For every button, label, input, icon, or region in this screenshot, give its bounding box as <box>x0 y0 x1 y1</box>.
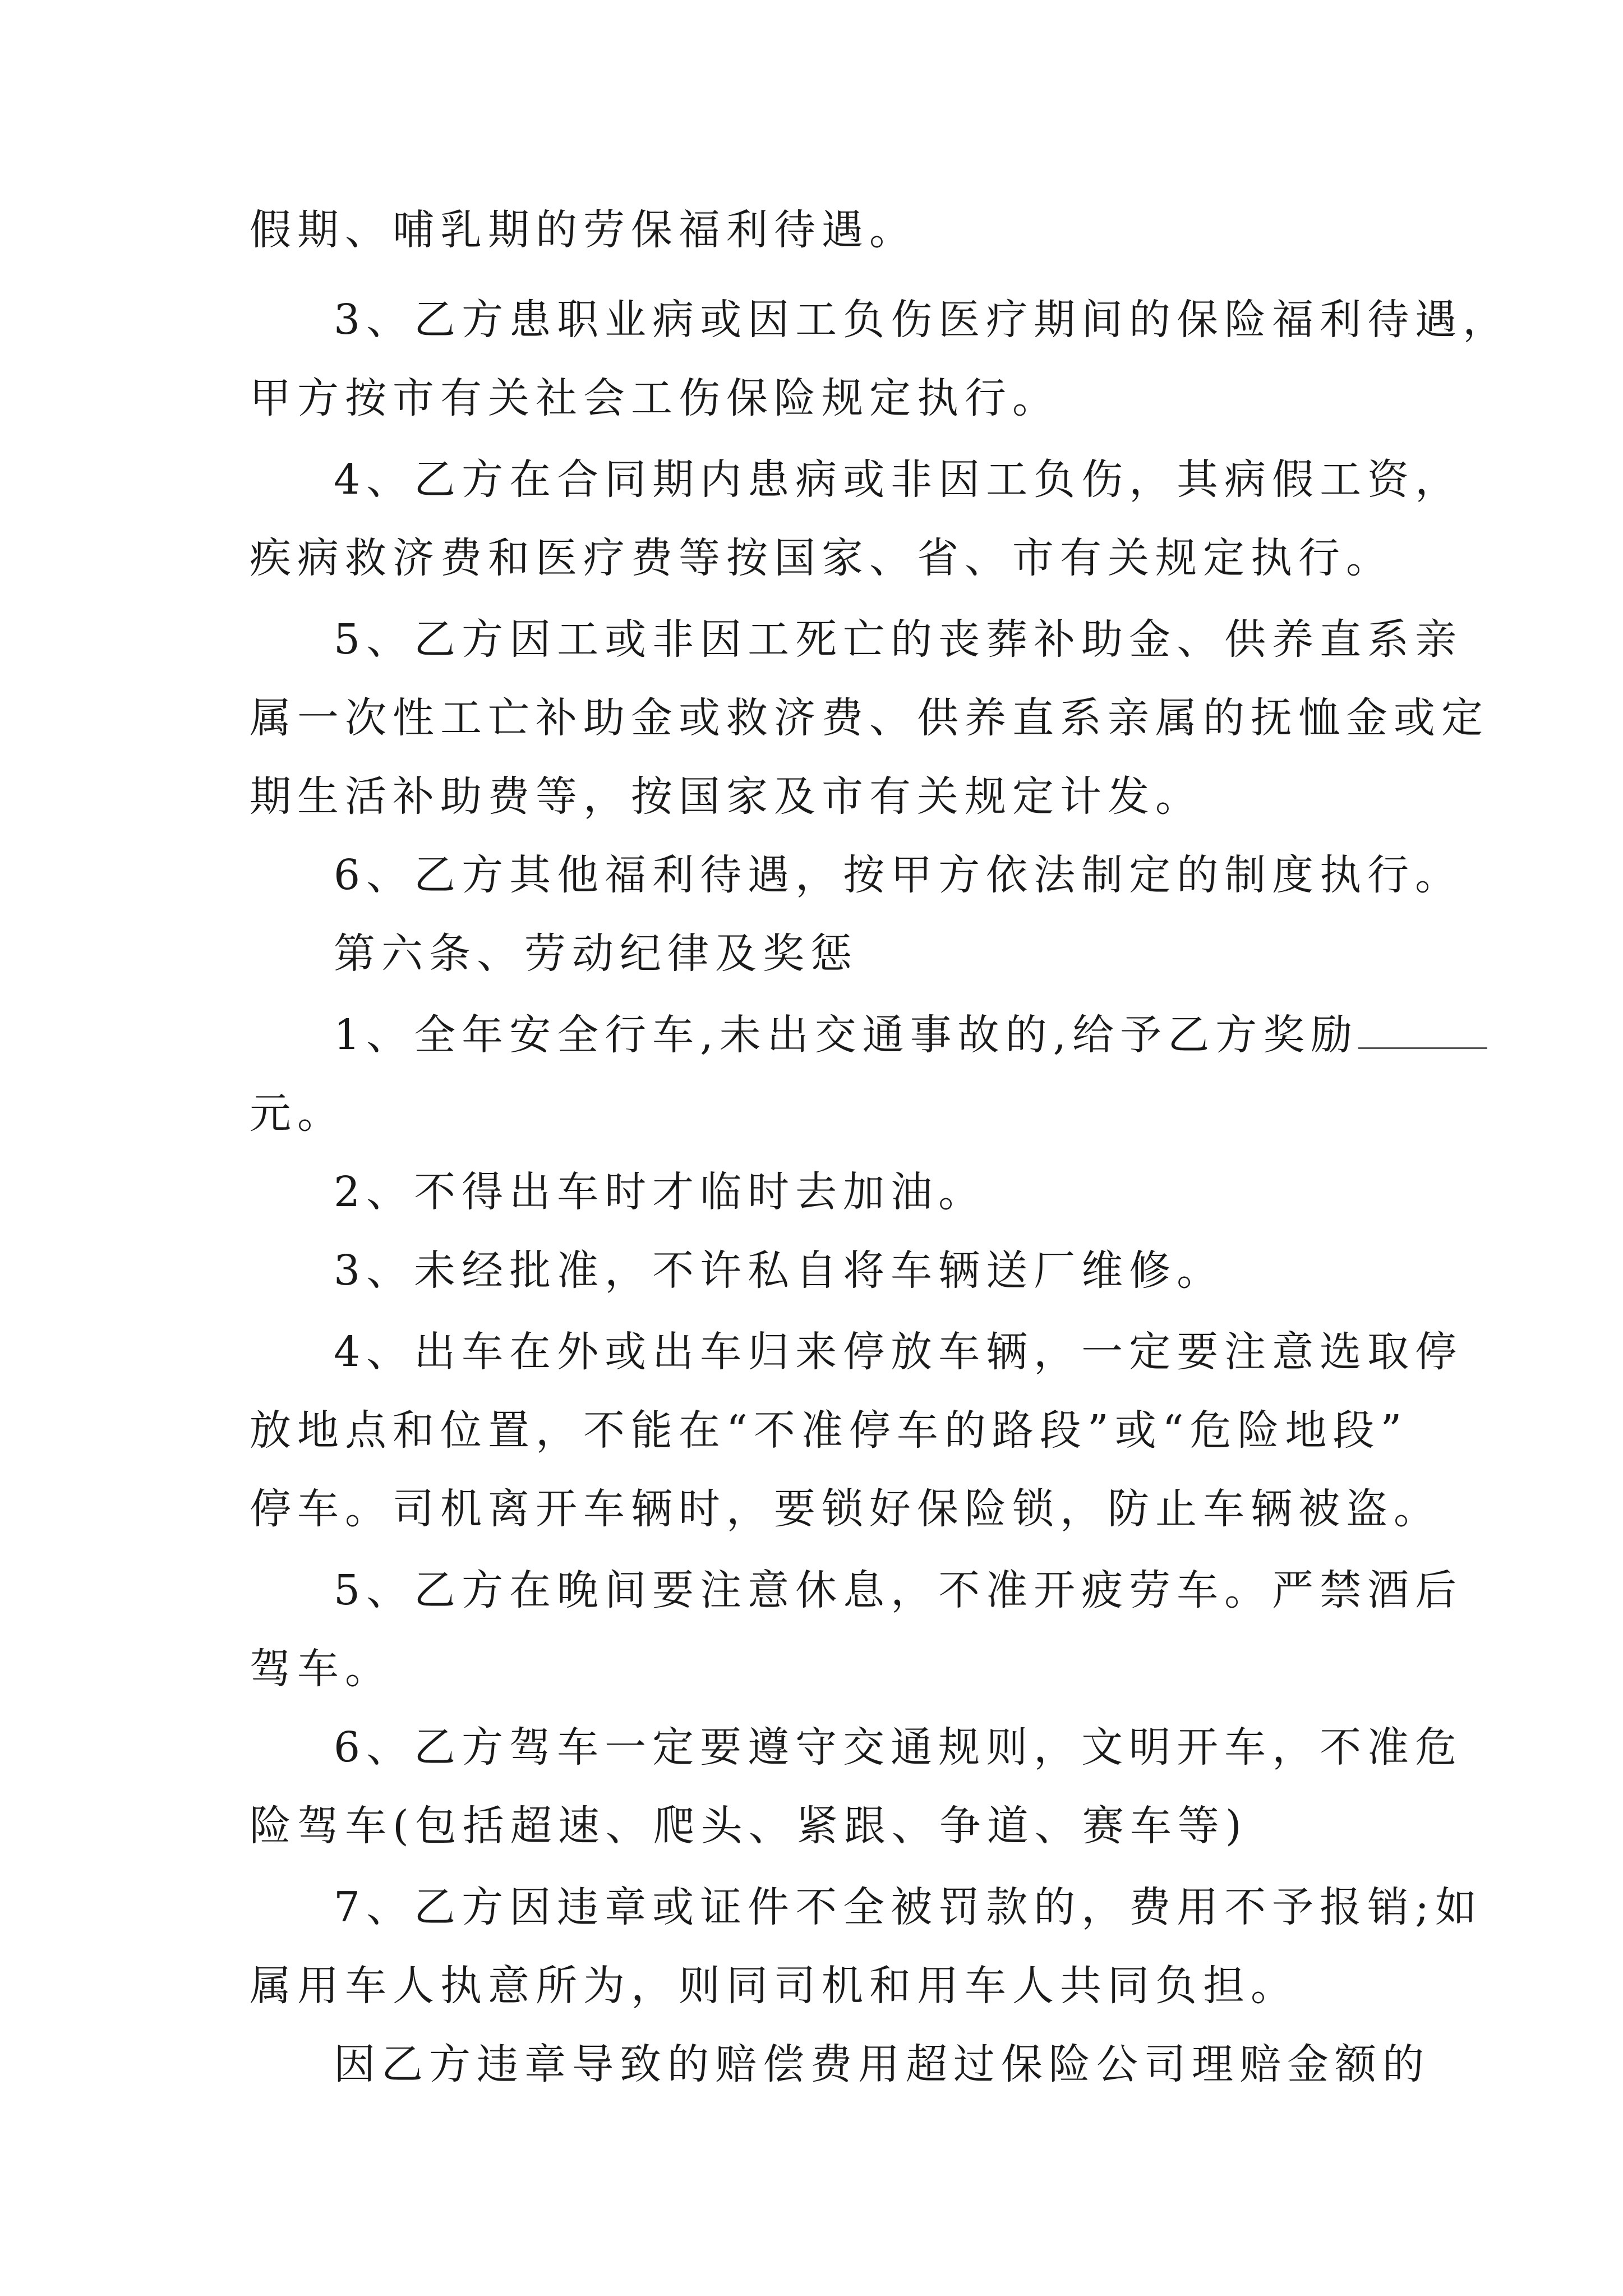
text-line-with-blank <box>334 1004 1472 1066</box>
text-line: 放地点和位置，不能在“不准停车的路段”或“危险地段” <box>250 1406 1408 1455</box>
text-line: 3、未经批准，不许私自将车辆送厂维修。 <box>334 1246 1225 1295</box>
text-line: 4、乙方在合同期内患病或非因工负伤，其病假工资， <box>334 455 1463 504</box>
text-line: 4、出车在外或出车归来停放车辆，一定要注意选取停 <box>334 1328 1463 1376</box>
text-line: 停车。司机离开车辆时，要锁好保险锁，防止车辆被盗。 <box>250 1485 1441 1533</box>
text-line: 属一次性工亡补助金或救济费、供养直系亲属的抚恤金或定 <box>250 694 1489 742</box>
text-line: 3、乙方患职业病或因工负伤医疗期间的保险福利待遇， <box>334 296 1511 344</box>
text-line: 1、全年安全行车,未出交通事故的,给予乙方奖励 <box>334 1011 1359 1059</box>
text-line: 甲方按市有关社会工伤保险规定执行。 <box>250 374 1060 422</box>
text-line: 6、乙方驾车一定要遵守交通规则，文明开车，不准危 <box>334 1723 1463 1772</box>
text-line: 疾病救济费和医疗费等按国家、省、市有关规定执行。 <box>250 534 1394 582</box>
text-line: 2、不得出车时才临时去加油。 <box>334 1168 986 1216</box>
text-line: 元。 <box>250 1089 345 1138</box>
text-line: 驾车。 <box>250 1645 393 1693</box>
text-line: 假期、哺乳期的劳保福利待遇。 <box>250 206 917 254</box>
text-line: 期生活补助费等，按国家及市有关规定计发。 <box>250 772 1203 821</box>
text-line: 5、乙方在晚间要注意休息，不准开疲劳车。严禁酒后 <box>334 1566 1463 1614</box>
text-line: 7、乙方因违章或证件不全被罚款的，费用不予报销;如 <box>334 1883 1483 1931</box>
fill-in-blank <box>1358 1014 1487 1049</box>
section-heading: 第六条、劳动纪律及奖惩 <box>334 930 858 978</box>
text-line: 因乙方违章导致的赔偿费用超过保险公司理赔金额的 <box>334 2040 1430 2088</box>
text-line: 属用车人执意所为，则同司机和用车人共同负担。 <box>250 1962 1298 2010</box>
text-line: 6、乙方其他福利待遇，按甲方依法制定的制度执行。 <box>334 851 1463 899</box>
text-line: 5、乙方因工或非因工死亡的丧葬补助金、供养直系亲 <box>334 615 1463 664</box>
text-line: 险驾车(包括超速、爬头、紧跟、争道、赛车等) <box>250 1802 1248 1850</box>
